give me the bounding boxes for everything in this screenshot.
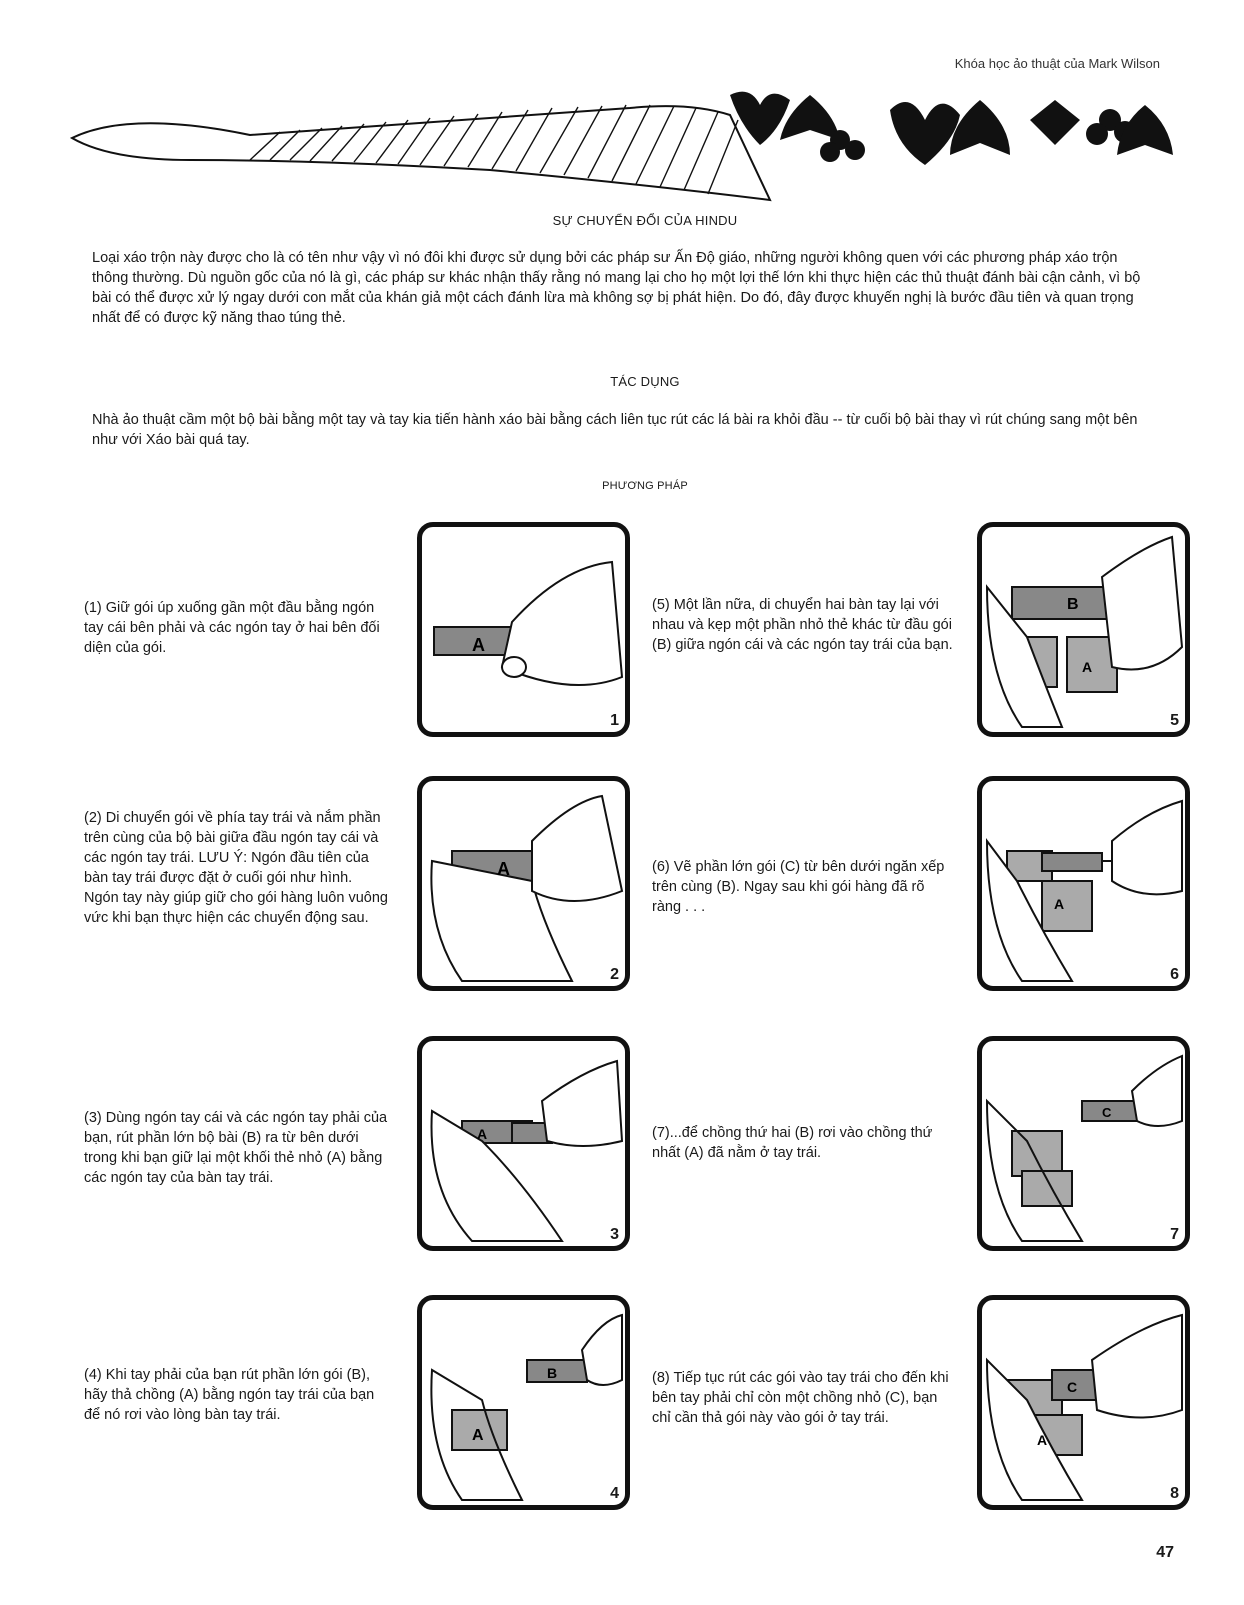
step-1-text: (1) Giữ gói úp xuống gần một đầu bằng ngón tay cái bên phải và các ngón tay ở hai bên đối diện của gói.: [84, 600, 380, 656]
step-4-illustration: [417, 1295, 630, 1510]
step-6-illustration: [977, 776, 1190, 991]
effect-heading: TÁC DỤNG: [610, 374, 680, 389]
book-header: Khóa học ảo thuật của Mark Wilson: [954, 56, 1160, 71]
step-2-text: (2) Di chuyển gói về phía tay trái và nắm phần trên cùng của bộ bài giữa đầu ngón tay cái và các ngón tay trái. LƯU Ý: Ngón đầu tiên của bàn tay trái được đặt ở cuối gói như hình. Ngón tay này giúp giữ cho gói hàng luôn vuông vức khi bạn thực hiện các chuyển động sau.: [84, 810, 388, 926]
figure-number: 5: [1170, 712, 1179, 729]
step-1-illustration: [417, 522, 630, 737]
step-7-text: (7)...để chồng thứ hai (B) rơi vào chồng thứ nhất (A) đã nằm ở tay trái.: [652, 1125, 933, 1161]
step-5-text: (5) Một lần nữa, di chuyển hai bàn tay lại với nhau và kẹp một phần nhỏ thẻ khác từ đầu gói (B) giữa ngón cái và các ngón tay trái của bạn.: [652, 597, 953, 653]
figure-number: 7: [1170, 1226, 1179, 1243]
svg-text:A: A: [1054, 896, 1065, 912]
svg-text:A: A: [1082, 659, 1093, 675]
svg-text:C: C: [1102, 1105, 1112, 1120]
figure-number: 2: [610, 966, 619, 983]
step-6-text: (6) Vẽ phần lớn gói (C) từ bên dưới ngăn xếp trên cùng (B). Ngay sau khi gói hàng đã rõ ràng . . .: [652, 859, 945, 915]
step-2-illustration: [417, 776, 630, 991]
svg-text:A: A: [1037, 1432, 1048, 1448]
step-4-text: (4) Khi tay phải của bạn rút phần lớn gói (B), hãy thả chồng (A) bằng ngón tay trái của bạn để nó rơi vào lòng bàn tay trái.: [84, 1367, 375, 1423]
step-8-illustration: [977, 1295, 1190, 1510]
svg-text:A: A: [497, 859, 510, 879]
figure-number: 4: [610, 1485, 619, 1502]
svg-text:B: B: [1067, 596, 1079, 613]
figure-number: 1: [610, 712, 619, 729]
step-5-illustration: [977, 522, 1190, 737]
section-title: SỰ CHUYỂN ĐỔI CỦA HINDU: [552, 213, 738, 228]
page-number: 47: [1156, 1544, 1174, 1561]
figure-number: 8: [1170, 1485, 1179, 1502]
svg-text:B: B: [547, 1365, 558, 1381]
figure-number: 3: [610, 1226, 619, 1243]
figure-number: 6: [1170, 966, 1179, 983]
method-heading: PHƯƠNG PHÁP: [602, 480, 688, 492]
step-3-text: (3) Dùng ngón tay cái và các ngón tay phải của bạn, rút phần lớn bộ bài (B) ra từ bên dưới trong khi bạn giữ lại một khối thẻ nhỏ (A) bằng các ngón tay của bàn tay trái.: [84, 1110, 388, 1186]
svg-text:A: A: [472, 1427, 484, 1444]
step-3-illustration: [417, 1036, 630, 1251]
svg-text:C: C: [1067, 1379, 1078, 1395]
step-7-illustration: [977, 1036, 1190, 1251]
intro-paragraph: Loại xáo trộn này được cho là có tên như vậy vì nó đôi khi được sử dụng bởi các pháp sư Ấn Độ giáo, những người không quen với các phương pháp xáo trộn thông thường. Dù nguồn gốc của nó là gì, các pháp sư khác nhận thấy rằng nó mang lại cho họ một lợi thế lớn khi thực hiện các thủ thuật đánh bài cận cảnh, vì bộ bài có thể được xử lý ngay dưới con mắt của khán giả một cách đánh lừa mà không sợ bị phát hiện. Do đó, đây được khuyến nghị là bước đầu tiên và quan trọng nhất để có được kỹ năng thao túng thẻ.: [92, 250, 1141, 326]
svg-text:A: A: [472, 635, 485, 655]
effect-paragraph: Nhà ảo thuật cầm một bộ bài bằng một tay và tay kia tiến hành xáo bài bằng cách liên tục rút các lá bài ra khỏi đầu -- từ cuối bộ bài thay vì rút chúng sang một bên như với Xáo bài quá tay.: [92, 412, 1138, 448]
card-fan-banner: [70, 90, 1210, 210]
svg-text:A: A: [477, 1126, 488, 1142]
step-8-text: (8) Tiếp tục rút các gói vào tay trái cho đến khi bên tay phải chỉ còn một chồng nhỏ (C), bạn chỉ cần thả gói này vào gói ở tay trái.: [652, 1370, 949, 1426]
